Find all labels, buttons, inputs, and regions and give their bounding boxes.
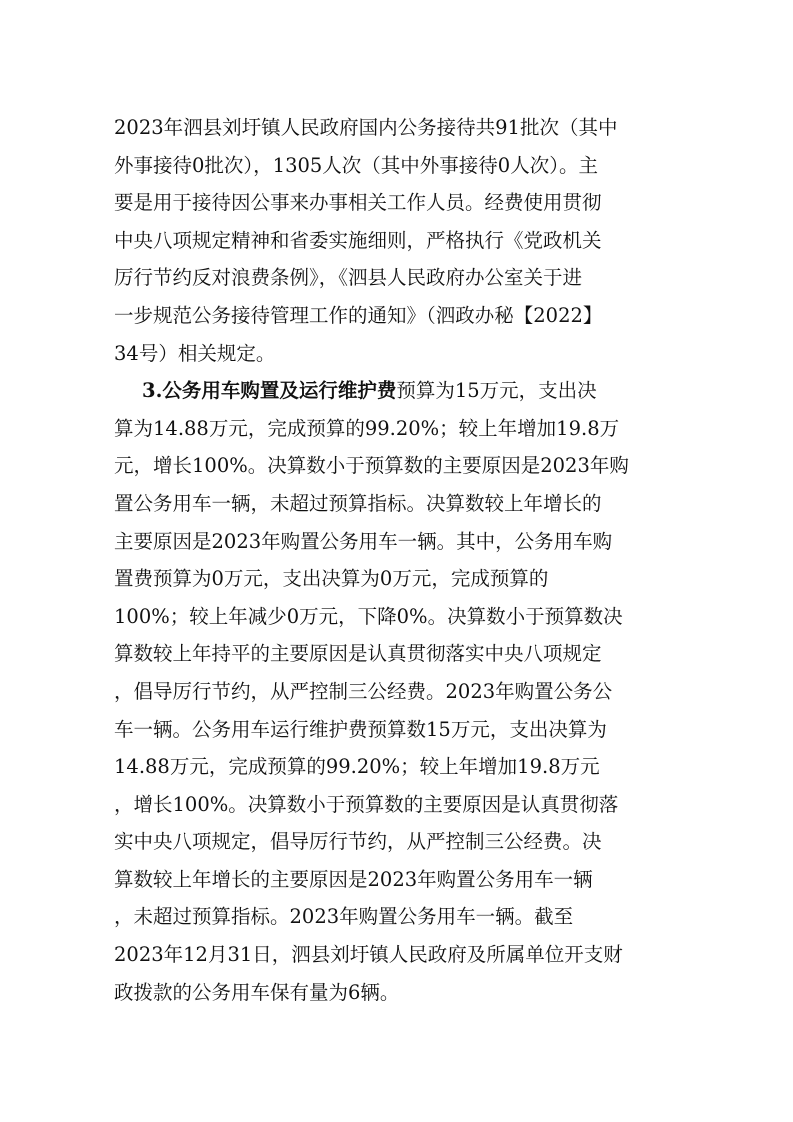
text-line: 算数较上年持平的主要原因是认真贯彻落实中央八项规定 [114,642,602,666]
text-line: 政拨款的公务用车保有量为6辆。 [114,980,400,1004]
text-line: 算为14.88万元，完成预算的99.20%；较上年增加19.8万 [114,416,620,440]
text-line: 置费预算为0万元，支出决算为0万元，完成预算的 [114,567,549,591]
paragraph-reception-expenses [114,109,684,372]
body-text [114,109,684,1011]
text-line: 要是用于接待因公事来办事相关工作人员。经费使用贯彻 [114,191,602,215]
text-line: 置公务用车一辆，未超过预算指标。决算数较上年增长的 [114,491,602,515]
text-line: 厉行节约反对浪费条例》，《泗县人民政府办公室关于进 [114,266,583,290]
text-line: 算数较上年增长的主要原因是2023年购置公务用车一辆 [114,867,593,891]
text-line: ，倡导厉行节约，从严控制三公经费。2023年购置公务公 [114,679,613,703]
text-line: ，增长100%。决算数小于预算数的主要原因是认真贯彻落 [114,792,619,816]
heading-continuation: 预算为15万元，支出决 [396,379,597,403]
text-line: 34号）相关规定。 [114,341,276,365]
text-line: 一步规范公务接待管理工作的通知》（泗政办秘【2022】 [114,303,603,327]
text-line: 2023年12月31日，泗县刘圩镇人民政府及所属单位开支财 [114,943,623,967]
text-line: 实中央八项规定，倡导厉行节约，从严控制三公经费。决 [114,830,602,854]
text-line: 主要原因是2023年购置公务用车一辆。其中，公务用车购 [114,529,613,553]
text-line: 外事接待0批次），1305人次（其中外事接待0人次）。主 [114,153,598,177]
text-line: ，未超过预算指标。2023年购置公务用车一辆。截至 [114,905,574,929]
text-line: 2023年泗县刘圩镇人民政府国内公务接待共91批次（其中 [114,116,618,139]
section-heading: 3.公务用车购置及运行维护费 [142,379,397,403]
text-line: 中央八项规定精神和省委实施细则，严格执行《党政机关 [114,228,602,252]
text-line: 车一辆。公务用车运行维护费预算数15万元，支出决算为 [114,717,607,741]
text-line: 元，增长100%。决算数小于预算数的主要原因是2023年购 [114,454,629,478]
text-line-first [114,372,684,410]
paragraph-vehicle-expenses [114,372,684,1011]
text-line: 100%；较上年减少0万元，下降0%。决算数小于预算数决 [114,604,623,628]
text-line: 14.88万元，完成预算的99.20%；较上年增加19.8万元 [114,755,600,779]
